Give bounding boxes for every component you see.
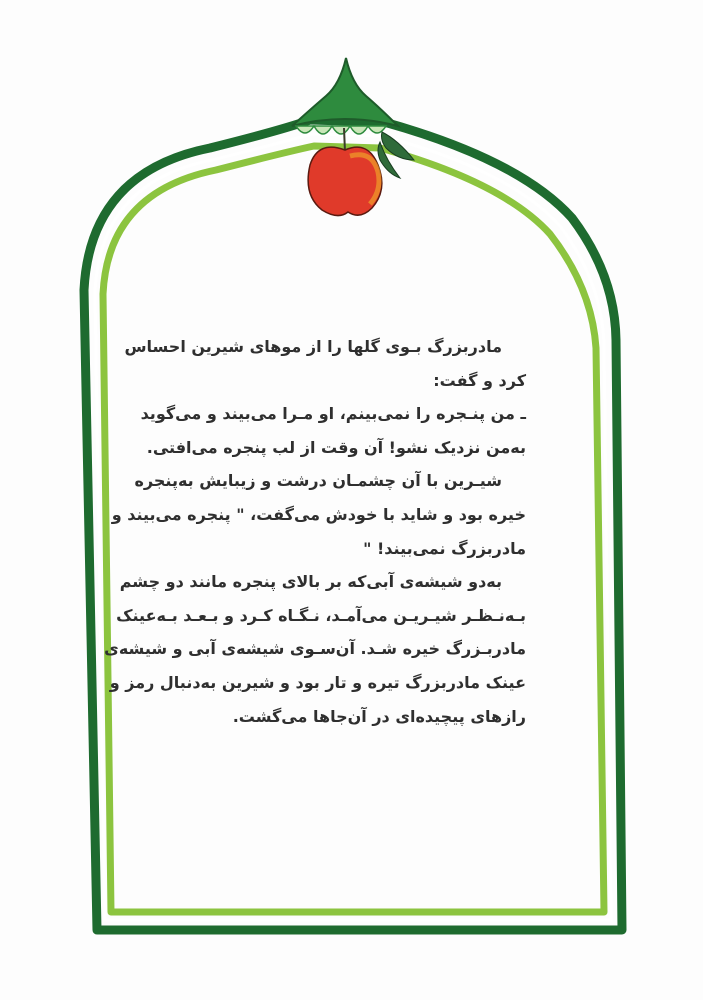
dome-ornament <box>292 58 398 126</box>
text-line: مادربزرگ نمی‌بیند! " <box>363 538 526 558</box>
text-line: شیـرین با آن چشمـان درشت و زیبایش به‌پنجره <box>134 471 502 491</box>
text-line: به‌من نزدیک نشو! آن وقت از لب پنجره می‌افتی. <box>146 437 526 457</box>
text-line: بـه‌نـظـر شیـریـن می‌آمـد، نـگـاه کـرد و بـعـد بـه‌عینک <box>116 605 526 625</box>
paragraph-4 <box>104 565 526 733</box>
text-line: عینک مادربزرگ تیره و تار بود و شیرین به‌دنبال رمز و <box>109 672 526 692</box>
dome-scallops <box>296 126 386 134</box>
text-line: مادربـزرگ خیره شـد. آن‌سـوی شیشه‌ی آبی و شیشه‌ی <box>104 639 526 659</box>
text-line: رازهای پیچیده‌ای در آن‌جاها می‌گشت. <box>232 706 526 726</box>
text-line: ـ من پنـجره را نمی‌بینم، او مـرا می‌بیند و می‌گوید <box>140 404 526 424</box>
text-line: مادربزرگ بـوی گلها را از موهای شیرین احساس <box>124 337 502 356</box>
apple-icon <box>308 128 382 216</box>
paragraph-1 <box>124 330 526 397</box>
text-line: کرد و گفت: <box>433 370 526 390</box>
text-line: به‌دو شیشه‌ی آبی‌که بر بالای پنجره مانند دو چشم <box>119 572 502 592</box>
paragraph-2 <box>140 397 526 464</box>
paragraph-3 <box>111 464 526 565</box>
story-text <box>104 330 526 733</box>
text-line: خیره بود و شاید با خودش می‌گفت، " پنجره می‌بیند و <box>111 504 526 524</box>
